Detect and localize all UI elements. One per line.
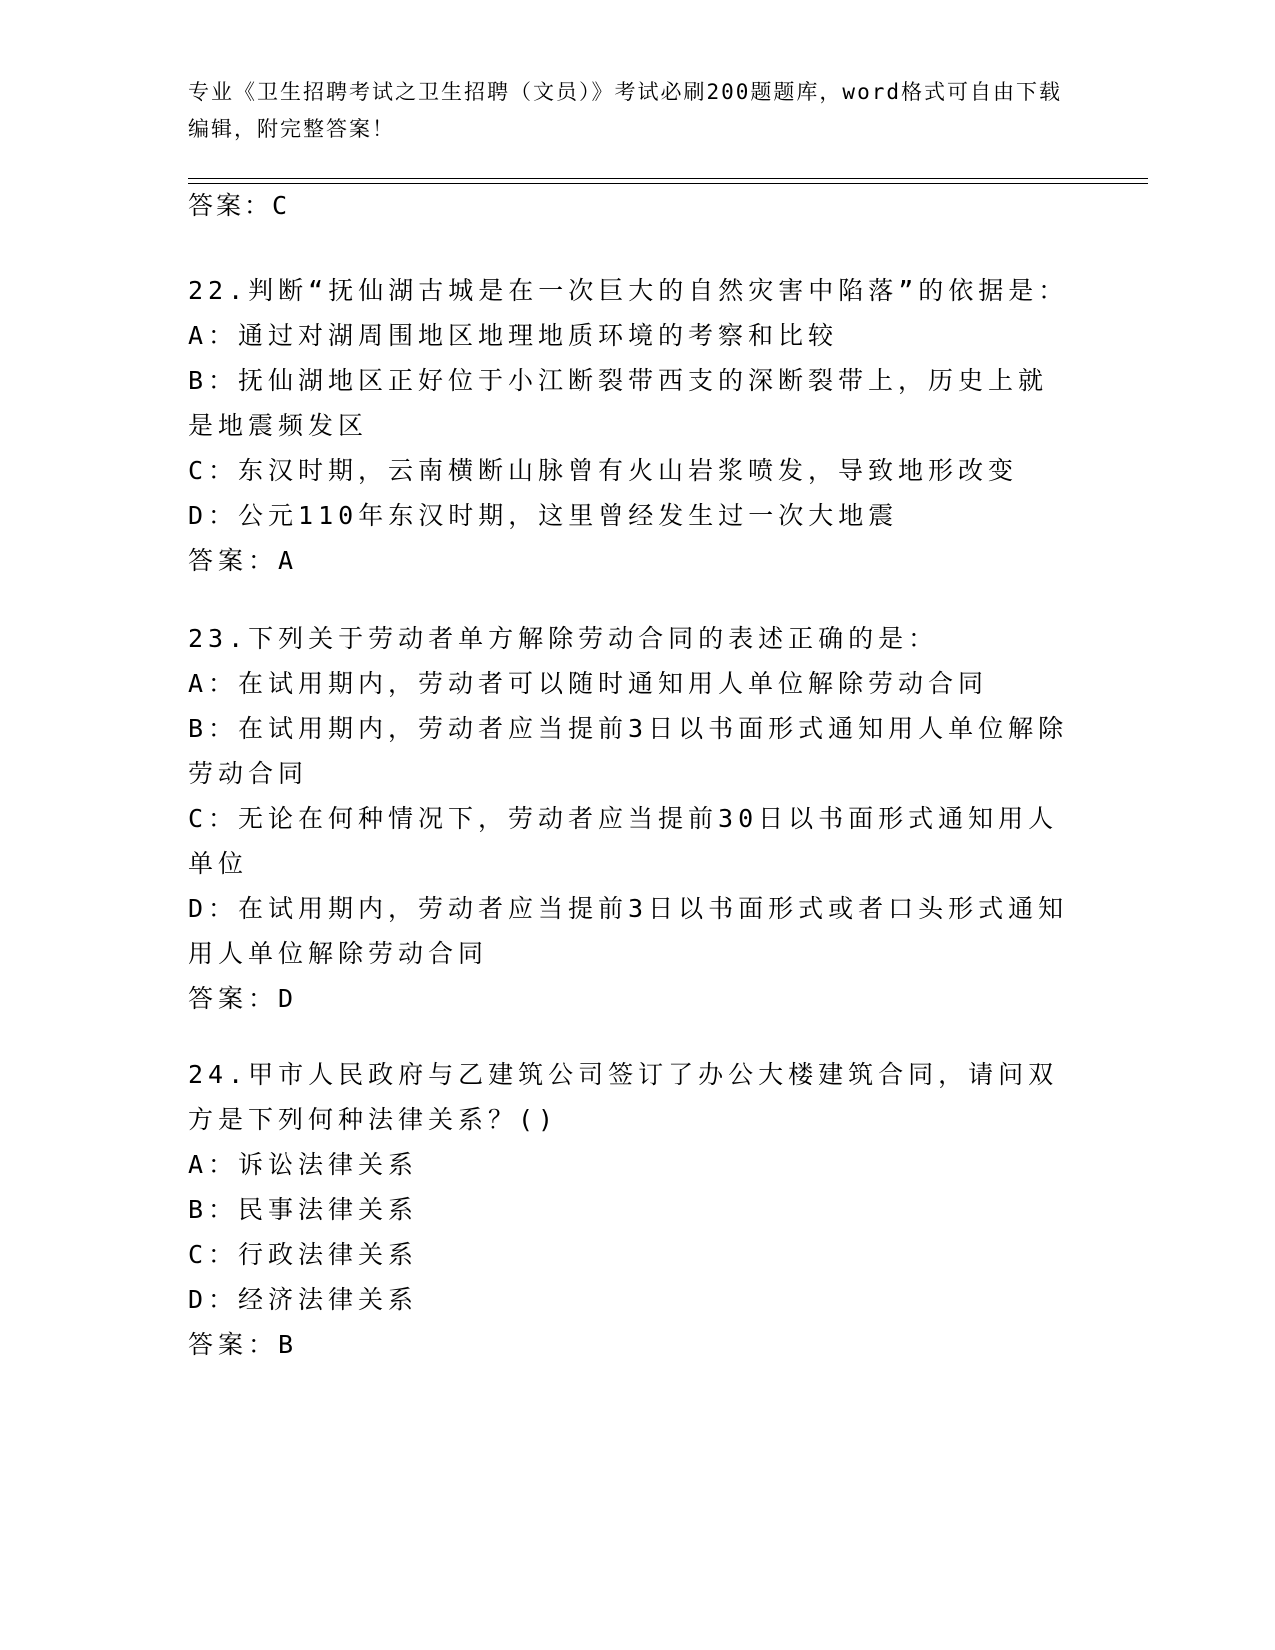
answer: 答案：A bbox=[188, 546, 299, 575]
question-stem: 22.判断“抚仙湖古城是在一次巨大的自然灾害中陷落”的依据是： bbox=[188, 276, 1069, 305]
question-24 bbox=[188, 1052, 1073, 1367]
option-d: D：经济法律关系 bbox=[188, 1285, 419, 1314]
option-b: B：抚仙湖地区正好位于小江断裂带西支的深断裂带上，历史上就是地震频发区 bbox=[188, 366, 1049, 440]
option-b: B：民事法律关系 bbox=[188, 1195, 419, 1224]
question-stem: 23.下列关于劳动者单方解除劳动合同的表述正确的是： bbox=[188, 624, 939, 653]
option-c: C：行政法律关系 bbox=[188, 1240, 419, 1269]
answer: 答案：D bbox=[188, 984, 299, 1013]
option-c: C：无论在何种情况下，劳动者应当提前30日以书面形式通知用人单位 bbox=[188, 804, 1059, 878]
option-a: A：诉讼法律关系 bbox=[188, 1150, 419, 1179]
document-header: 专业《卫生招聘考试之卫生招聘（文员）》考试必刷200题题库，word格式可自由下载编辑，附完整答案！ bbox=[188, 80, 1062, 141]
question-23 bbox=[188, 616, 1073, 1021]
header-divider-top bbox=[188, 178, 1148, 179]
option-a: A：通过对湖周围地区地理地质环境的考察和比较 bbox=[188, 321, 839, 350]
option-d: D：公元110年东汉时期，这里曾经发生过一次大地震 bbox=[188, 501, 899, 530]
option-c: C：东汉时期，云南横断山脉曾有火山岩浆喷发，导致地形改变 bbox=[188, 456, 1019, 485]
option-d: D：在试用期内，劳动者应当提前3日以书面形式或者口头形式通知用人单位解除劳动合同 bbox=[188, 894, 1069, 968]
answer: 答案：B bbox=[188, 1330, 299, 1359]
answer-previous: 答案：C bbox=[188, 191, 291, 220]
header-divider-bottom bbox=[188, 183, 1148, 184]
option-b: B：在试用期内，劳动者应当提前3日以书面形式通知用人单位解除劳动合同 bbox=[188, 714, 1069, 788]
question-stem: 24.甲市人民政府与乙建筑公司签订了办公大楼建筑合同，请问双方是下列何种法律关系？() bbox=[188, 1060, 1059, 1134]
question-22 bbox=[188, 268, 1073, 583]
option-a: A：在试用期内，劳动者可以随时通知用人单位解除劳动合同 bbox=[188, 669, 989, 698]
